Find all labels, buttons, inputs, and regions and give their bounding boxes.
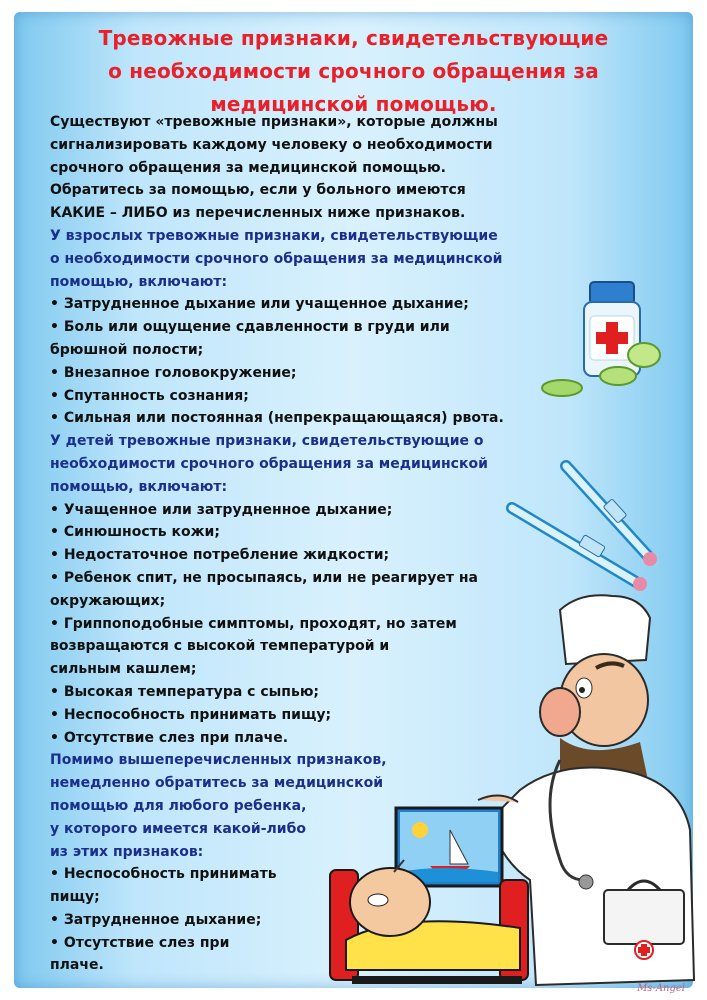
body-text-line: Существуют «тревожные признаки», которые должны [50,114,498,130]
body-text-line: КАКИЕ – ЛИБО из перечисленных ниже признаков. [50,205,466,222]
section-heading-line: из этих признаков: [50,843,204,860]
body-text-line: пищу; [50,889,100,906]
body-text-line: • Боль или ощущение сдавленности в груди или [50,319,450,336]
body-text-line: срочного обращения за медицинской помощью. [50,159,446,176]
body-text-line: • Отсутствие слез при плаче. [50,729,289,746]
title-line: о необходимости срочного обращения за [108,59,599,83]
body-text-line: • Высокая температура с сыпью; [50,683,320,700]
body-text-line: • Сильная или постоянная (непрекращающаяся) рвота. [50,410,504,427]
section-heading-line: немедленно обратитесь за медицинской [50,775,384,792]
section-heading-line: помощью для любого ребенка, [50,797,307,814]
section-heading-line: У детей тревожные признаки, свидетельствующие о [50,433,484,450]
body-text-line: возвращаются с высокой температурой и [50,638,390,655]
body-text-line: • Внезапное головокружение; [50,364,297,381]
section-heading-line: помощью, включают: [50,478,228,495]
body-text-line: • Затрудненное дыхание или учащенное дыхание; [50,296,469,313]
section-heading-line: У взрослых тревожные признаки, свидетельствующие [50,227,498,244]
section-heading-line: необходимости срочного обращения за медицинской [50,455,488,472]
body-text-line: окружающих; [50,592,166,609]
section-heading-line: помощью, включают: [50,273,228,290]
title-line: Тревожные признаки, свидетельствующие [98,26,609,50]
body-text-line: • Неспособность принимать [50,866,277,883]
body-text-line: брюшной полости; [50,341,204,358]
body-text-line: плаче. [50,957,104,974]
body-text-line: сигнализировать каждому человеку о необходимости [50,136,493,153]
body-text-line: • Учащенное или затрудненное дыхание; [50,501,393,518]
body-text-line: • Гриппоподобные симптомы, проходят, но затем [50,615,457,632]
body-text-line: • Недостаточное потребление жидкости; [50,547,390,564]
body-text-line: • Неспособность принимать пищу; [50,706,332,723]
body-text-line: • Отсутствие слез при [50,934,230,951]
body-text-line: • Спутанность сознания; [50,387,249,404]
body-text-line: • Ребенок спит, не просыпаясь, или не реагирует на [50,569,478,586]
section-heading-line: о необходимости срочного обращения за медицинской [50,250,503,267]
section-heading-line: у которого имеется какой-либо [50,820,306,837]
title-line: медицинской помощью. [210,92,497,116]
body-text-line: сильным кашлем; [50,661,197,678]
poster-title [30,22,677,121]
signature: Ms-Angel [637,983,685,994]
section-heading-line: Помимо вышеперечисленных признаков, [50,752,387,769]
poster-body-text [50,111,630,977]
body-text-line: • Затрудненное дыхание; [50,911,262,928]
body-text-line: Обратитесь за помощью, если у больного имеются [50,182,466,199]
body-text-line: • Синюшность кожи; [50,524,220,541]
